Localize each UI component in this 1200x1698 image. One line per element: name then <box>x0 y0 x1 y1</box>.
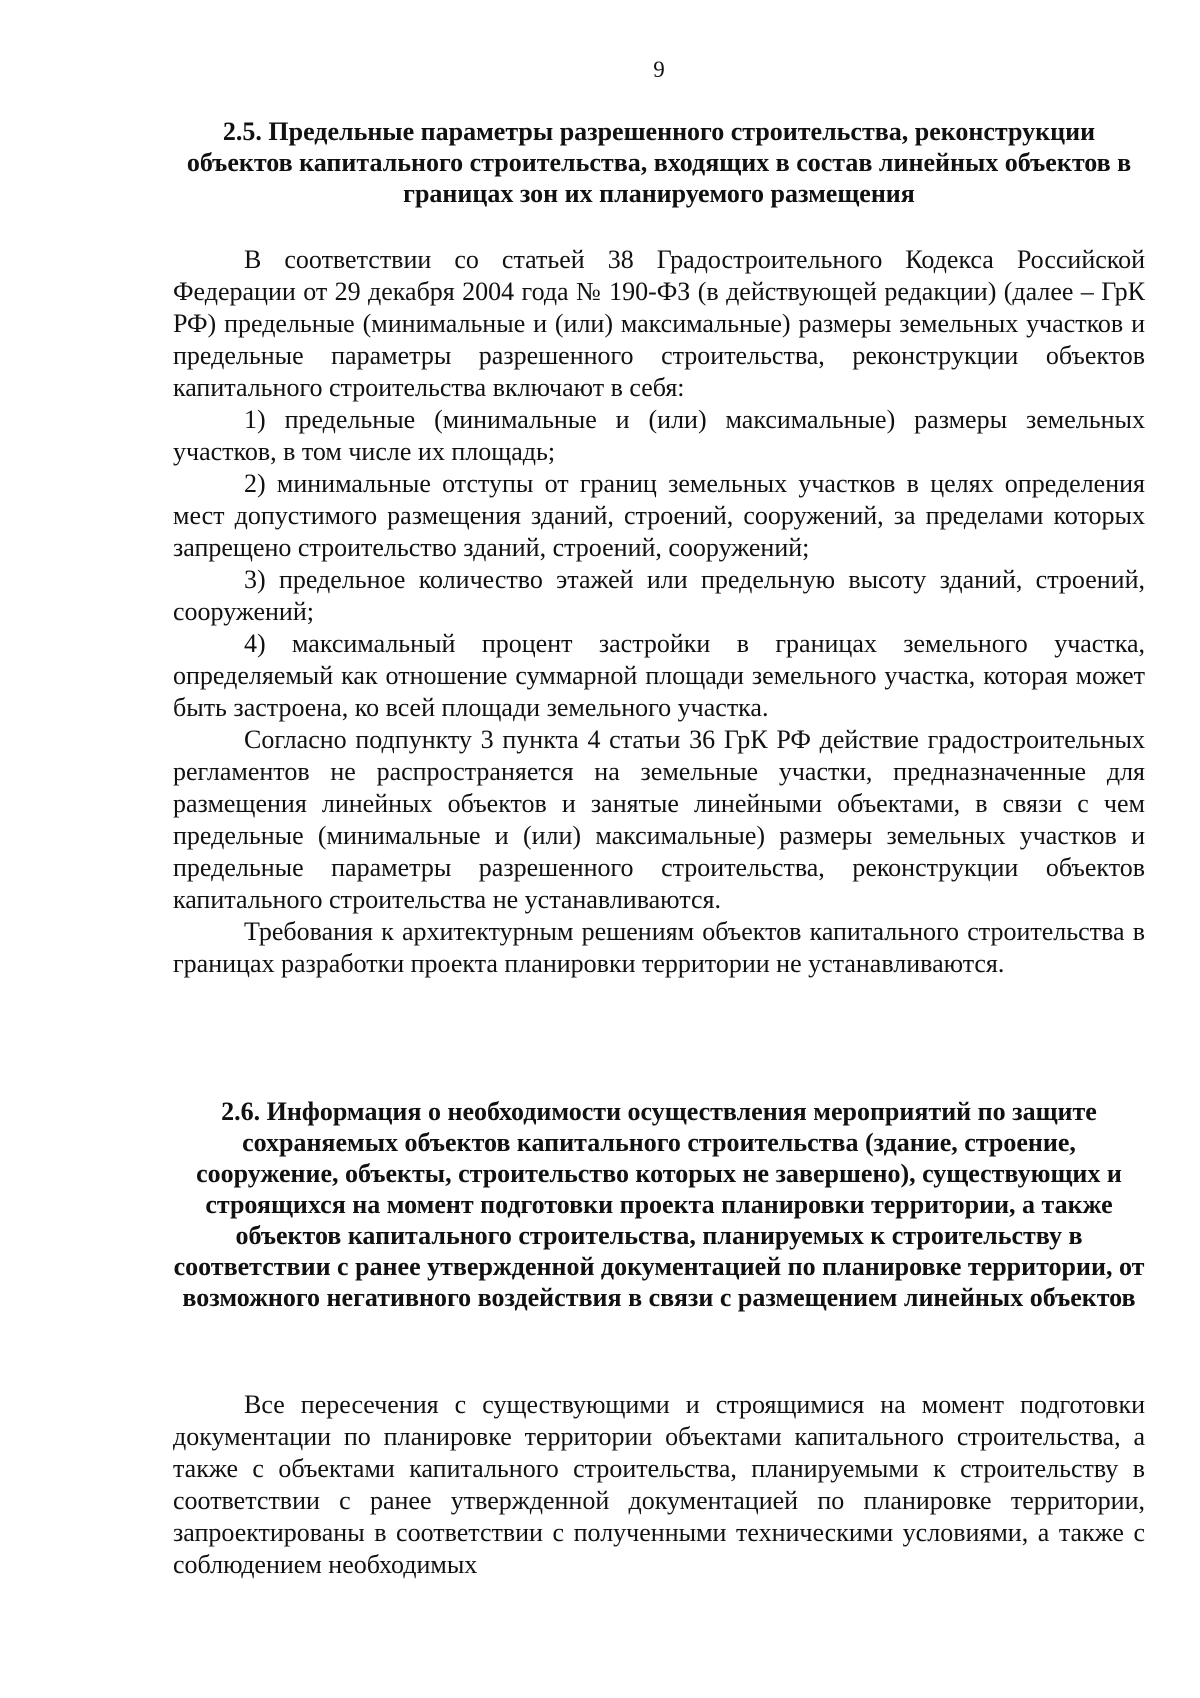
list-item: 1) предельные (минимальные и (или) максимальные) размеры земельных участков, в том числе их площадь; <box>173 405 1145 466</box>
section-2-5-heading: 2.5. Предельные параметры разрешенного строительства, реконструкции объектов капитального строительства, входящих в состав линейных объектов в границах зон их планируемого размещения <box>186 117 1132 208</box>
paragraph: Согласно подпункту 3 пункта 4 статьи 36 ГрК РФ действие градостроительных регламентов не распространяется на земельные участки, предназначенные для размещения линейных объектов и занятые линейными объектами, в связи с чем предельные (минимальные и (или) максимальные) размеры земельных участков и предельные параметры разрешенного строительства, реконструкции объектов капитального строительства не устанавливаются. <box>173 725 1145 914</box>
paragraph: Все пересечения с существующими и строящимися на момент подготовки документации по планировке территории объектами капитального строительства, а также с объектами капитального строительства, планируемыми к строительству в соответствии с ранее утвержденной документацией по планировке территории, запроектированы в соответствии с полученными техническими условиями, а также с соблюдением необходимых <box>173 1390 1145 1579</box>
section-2-5-body <box>173 244 1145 980</box>
section-2-6-heading: 2.6. Информация о необходимости осуществления мероприятий по защите сохраняемых объектов капитального строительства (здание, строение, сооружение, объекты, строительство которых не завершено), существующих и строящихся на момент подготовки проекта планировки территории, а также объектов капитального строительства, планируемых к строительству в соответствии с ранее утвержденной документацией по планировке территории, от возможного негативного воздействия в связи с размещением линейных объектов <box>173 1097 1145 1312</box>
list-item: 2) минимальные отступы от границ земельных участков в целях определения мест допустимого размещения зданий, строений, сооружений, за пределами которых запрещено строительство зданий, строений, сооружений; <box>173 469 1145 562</box>
paragraph: В соответствии со статьей 38 Градостроительного Кодекса Российской Федерации от 29 декабря 2004 года № 190-ФЗ (в действующей редакции) (далее – ГрК РФ) предельные (минимальные и (или) максимальные) размеры земельных участков и предельные параметры разрешенного строительства, реконструкции объектов капитального строительства включают в себя: <box>173 245 1145 402</box>
list-item: 4) максимальный процент застройки в границах земельного участка, определяемый как отношение суммарной площади земельного участка, которая может быть застроена, ко всей площади земельного участка. <box>173 629 1145 722</box>
page-number: 9 <box>653 57 665 82</box>
document-page <box>173 0 1145 1698</box>
paragraph: Требования к архитектурным решениям объектов капитального строительства в границах разработки проекта планировки территории не устанавливаются. <box>173 917 1145 978</box>
section-2-6-body <box>173 1389 1145 1581</box>
list-item: 3) предельное количество этажей или предельную высоту зданий, строений, сооружений; <box>173 565 1145 626</box>
